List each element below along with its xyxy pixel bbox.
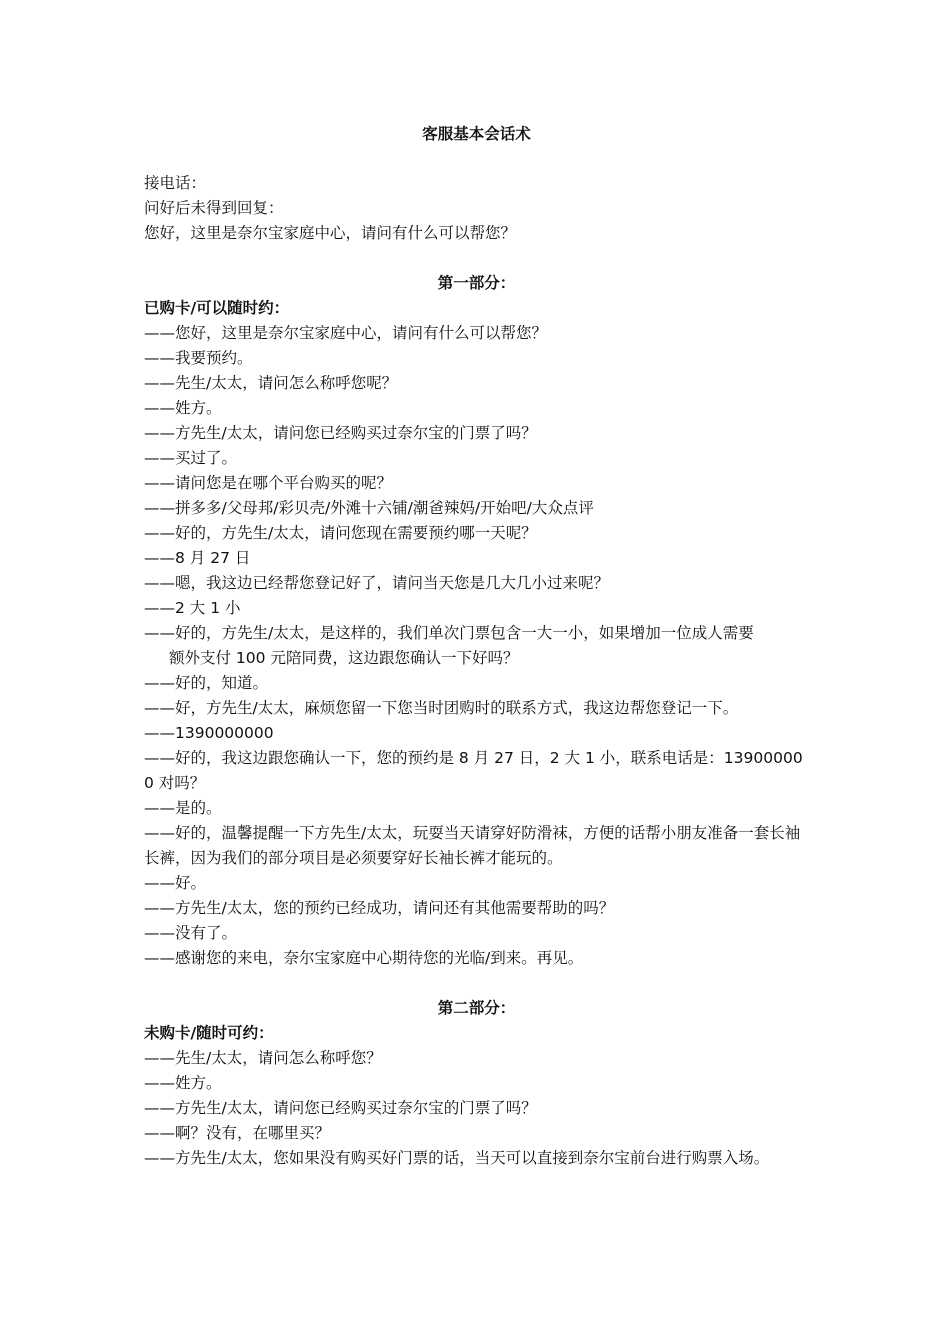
part2-subheading: 未购卡/随时可约： (144, 1024, 274, 1042)
dialogue-line: ——姓方。 (144, 399, 222, 417)
part2-heading: 第二部分： (437, 999, 516, 1017)
dialogue-line: ——方先生/太太，请问您已经购买过奈尔宝的门票了吗？ (144, 1099, 537, 1117)
dialogue-line: ——2 大 1 小 (144, 599, 241, 617)
dialogue-line: ——是的。 (144, 799, 222, 817)
intro-line: 问好后未得到回复： (144, 199, 284, 217)
dialogue-line: ——方先生/太太，您的预约已经成功，请问还有其他需要帮助的吗？ (144, 899, 615, 917)
dialogue-line: ——啊？没有，在哪里买？ (144, 1124, 331, 1142)
intro-block (144, 171, 809, 246)
dialogue-line: ——好的，我这边跟您确认一下，您的预约是 8 月 27 日，2 大 1 小，联系电话是：139000000 对吗？ (144, 749, 803, 792)
part2-section (144, 996, 809, 1171)
dialogue-line: ——1390000000 (144, 724, 274, 742)
dialogue-line: ——8 月 27 日 (144, 549, 251, 567)
dialogue-line: ——嗯，我这边已经帮您登记好了，请问当天您是几大几小过来呢？ (144, 574, 610, 592)
dialogue-line: ——姓方。 (144, 1074, 222, 1092)
document-title: 客服基本会话术 (422, 125, 531, 143)
intro-line: 您好，这里是奈尔宝家庭中心，请问有什么可以帮您？ (144, 224, 517, 242)
dialogue-line: ——方先生/太太，您如果没有购买好门票的话，当天可以直接到奈尔宝前台进行购票入场。 (144, 1149, 770, 1167)
dialogue-line: ——好的，温馨提醒一下方先生/太太，玩耍当天请穿好防滑袜，方便的话帮小朋友准备一套长袖长裤，因为我们的部分项目是必须要穿好长袖长裤才能玩的。 (144, 824, 801, 867)
part1-section (144, 271, 809, 971)
dialogue-line: ——好。 (144, 874, 207, 892)
dialogue-line: ——先生/太太，请问怎么称呼您呢？ (144, 374, 398, 392)
dialogue-line: ——没有了。 (144, 924, 238, 942)
dialogue-line: ——好的，方先生/太太，请问您现在需要预约哪一天呢？ (144, 524, 537, 542)
dialogue-line: ——好的，方先生/太太，是这样的，我们单次门票包含一大一小，如果增加一位成人需要 (144, 624, 754, 642)
dialogue-line: ——您好，这里是奈尔宝家庭中心，请问有什么可以帮您？ (144, 324, 548, 342)
part1-subheading: 已购卡/可以随时约： (144, 299, 290, 317)
intro-line: 接电话： (144, 174, 207, 192)
part1-heading: 第一部分： (437, 274, 516, 292)
dialogue-line: ——拼多多/父母邦/彩贝壳/外滩十六铺/潮爸辣妈/开始吧/大众点评 (144, 499, 594, 517)
dialogue-line: ——请问您是在哪个平台购买的呢？ (144, 474, 393, 492)
document-page (144, 122, 809, 1171)
dialogue-line: ——方先生/太太，请问您已经购买过奈尔宝的门票了吗？ (144, 424, 537, 442)
dialogue-line: ——好，方先生/太太，麻烦您留一下您当时团购时的联系方式，我这边帮您登记一下。 (144, 699, 739, 717)
dialogue-line: ——感谢您的来电，奈尔宝家庭中心期待您的光临/到来。再见。 (144, 949, 584, 967)
dialogue-line: ——好的，知道。 (144, 674, 269, 692)
dialogue-line: ——我要预约。 (144, 349, 253, 367)
dialogue-line: ——买过了。 (144, 449, 238, 467)
dialogue-line-continuation: 额外支付 100 元陪同费，这边跟您确认一下好吗？ (169, 649, 519, 667)
dialogue-line: ——先生/太太，请问怎么称呼您？ (144, 1049, 382, 1067)
